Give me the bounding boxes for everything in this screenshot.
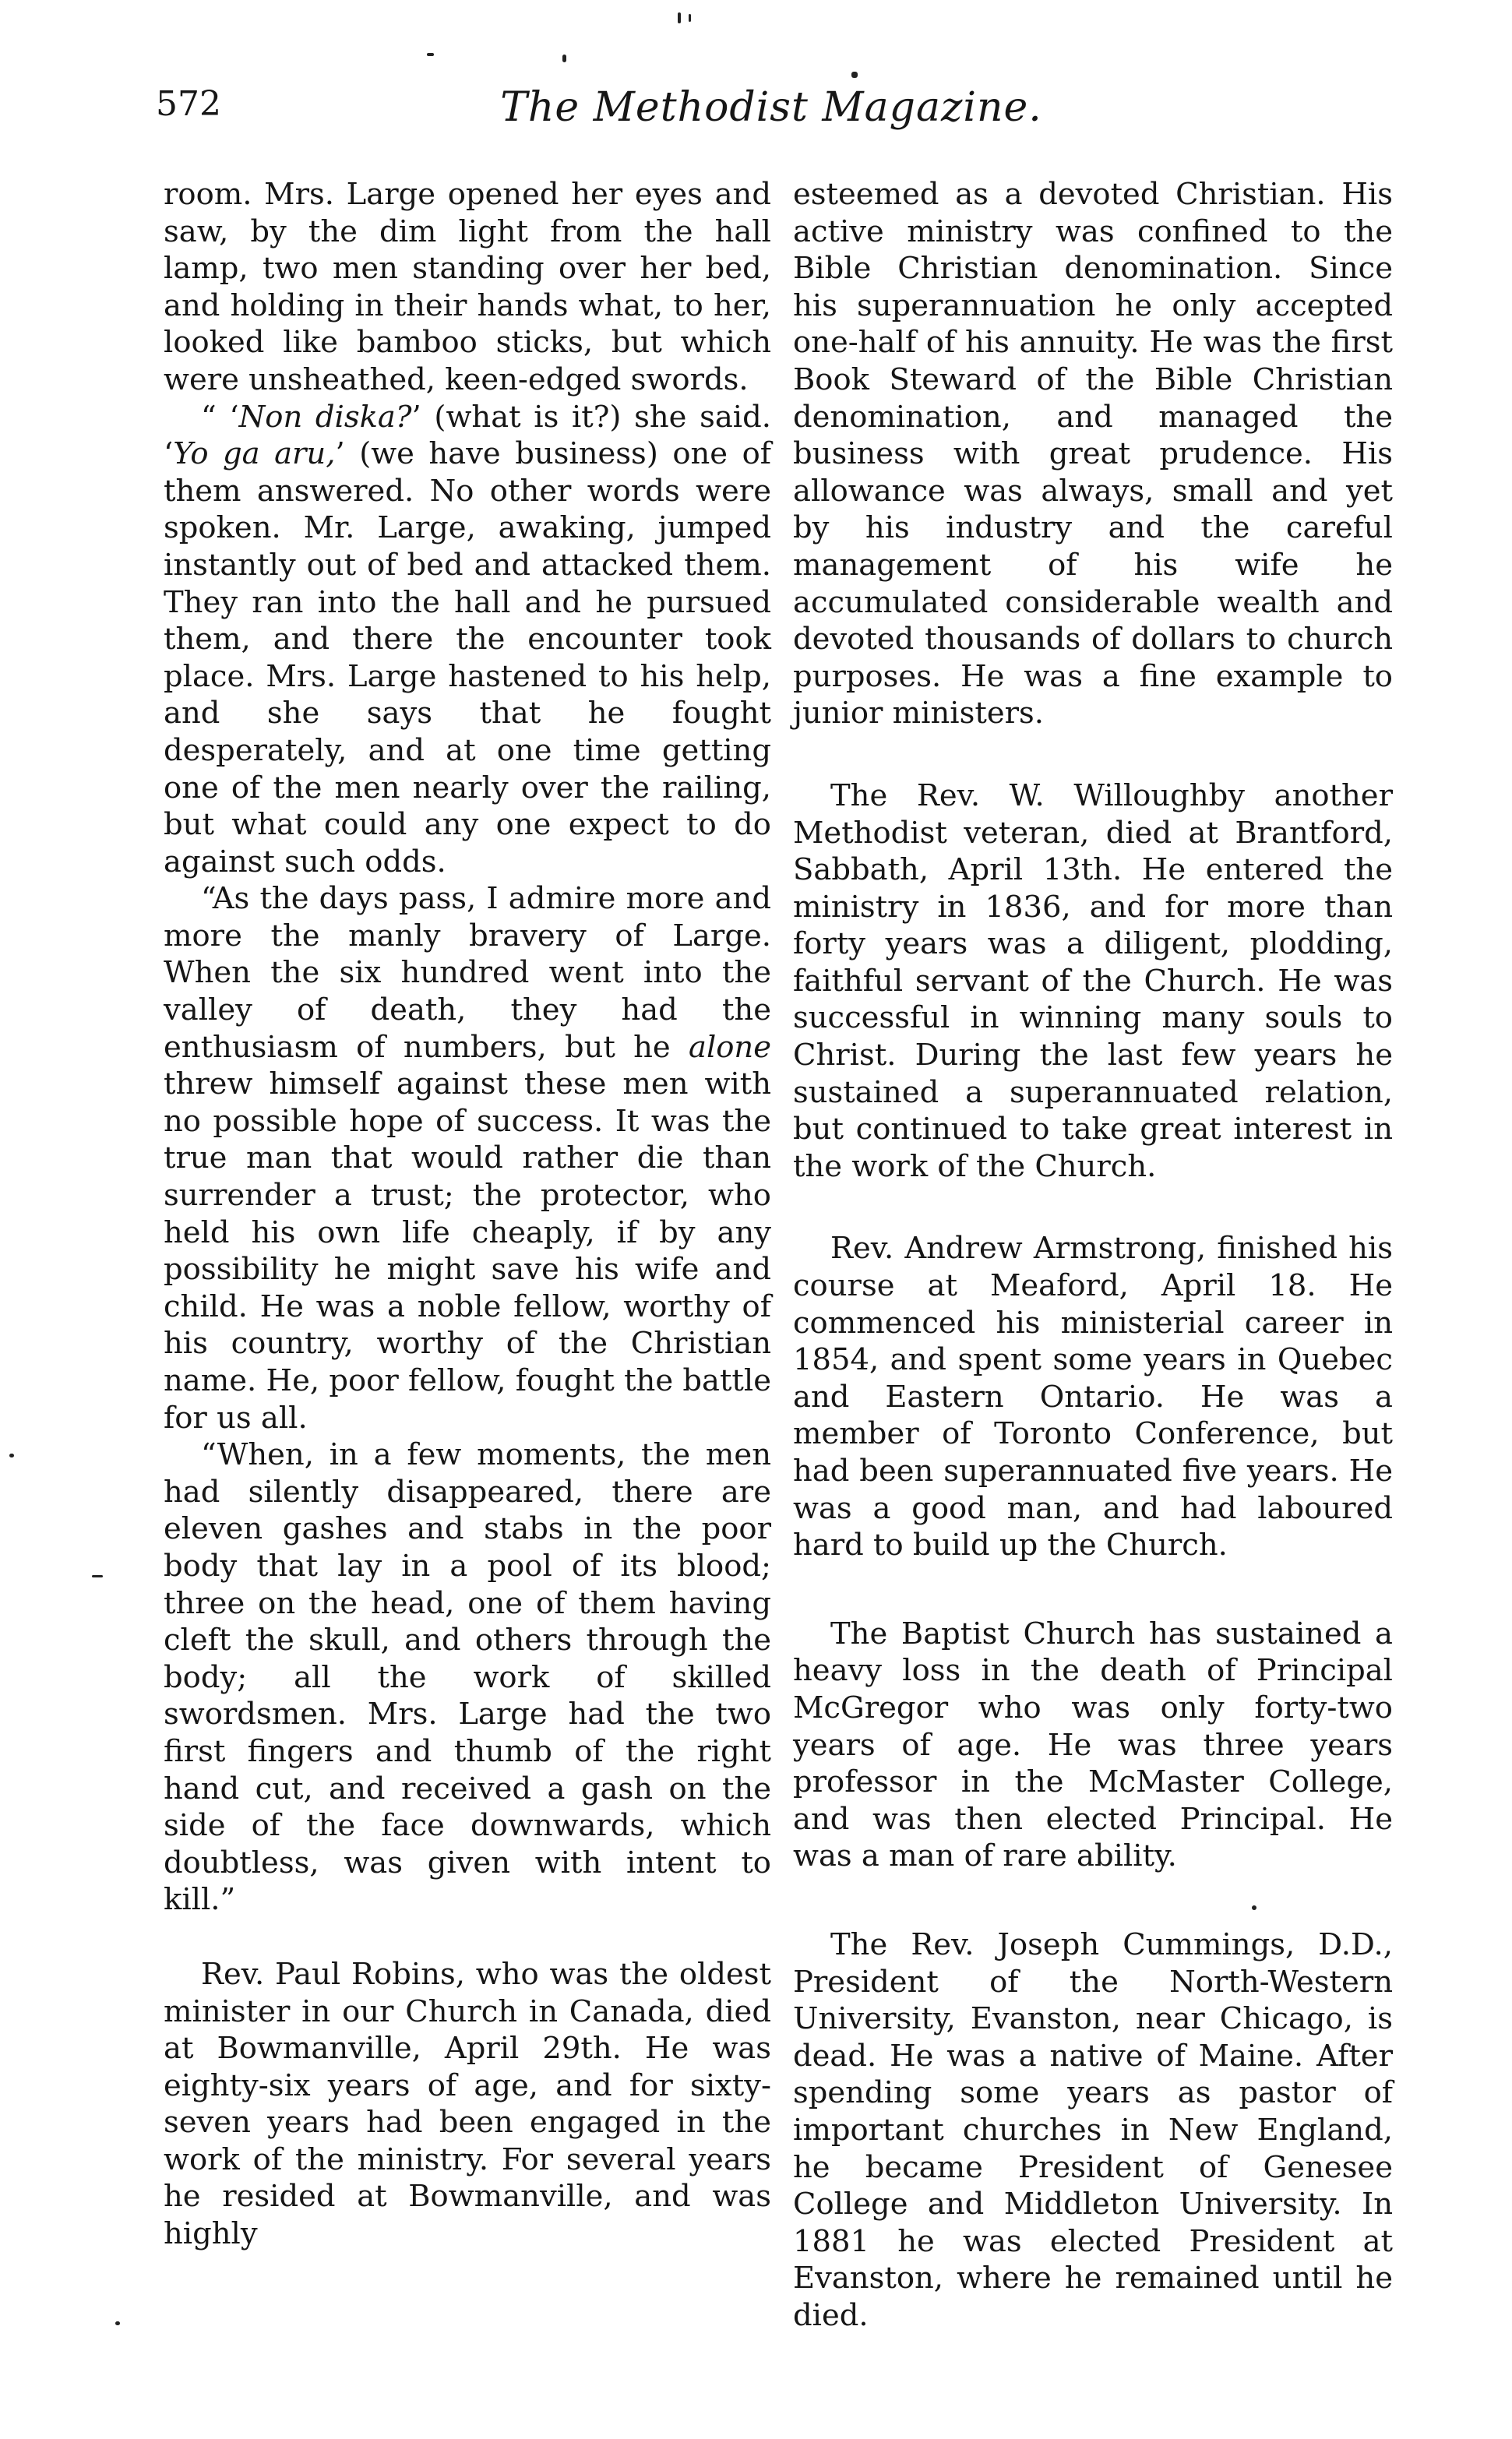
scan-speck (562, 55, 566, 62)
scan-speck (92, 1575, 103, 1577)
scan-speck (9, 1454, 14, 1457)
right-paragraph-4: The Baptist Church has sustained a heavy loss in the death of Principal McGregor who was only forty-two years of age. He was three years professor in the McMaster College, and was then elected Principal. He was a man of rare ability. (793, 1616, 1393, 1874)
right-paragraph-2: The Rev. W. Willoughby another Methodist veteran, died at Brantford, Sabbath, April 13th. He entered the ministry in 1836, and for more than forty years was a diligent, plodding, faithful servant of the Church. He was successful in winning many souls to Christ. During the last few years he sustained a superannuated relation, but continued to take great interest in the work of the Church. (793, 777, 1393, 1184)
page-header (156, 84, 1387, 146)
right-paragraph-1: esteemed as a devoted Christian. His active ministry was confined to the Bible Christian denomination. Since his superannuation he only accepted one-half of his annuity. He was the first Book Steward of the Bible Christian denomination, and managed the business with great prudence. His allowance was always, small and yet by his industry and the careful management of his wife he accumulated considerable wealth and devoted thousands of dollars to church purposes. He was a fine example to junior ministers. (793, 177, 1393, 731)
left-paragraph-5: Rev. Paul Robins, who was the oldest minister in our Church in Canada, died at Bowmanville, April 29th. He was eighty-six years of age, and for sixty-seven years had been engaged in the work of the ministry. For several years he resided at Bowmanville, and was highly (164, 1956, 771, 2252)
scan-speck (678, 12, 681, 23)
left-paragraph-3: “As the days pass, I admire more and more the manly bravery of Large. When the six hundred went into the valley of death, they had the enthusiasm of numbers, but he alone threw himself against these men with no possible hope of success. It was the true man that would rather die than surrender a trust; the protector, who held his own life cheaply, if by any possibility he might save his wife and child. He was a noble fellow, worthy of his country, worthy of the Christian name. He, poor fellow, fought the battle for us all. (164, 881, 772, 1436)
page-number: 572 (156, 84, 221, 124)
left-paragraph-4: “When, in a few moments, the men had silently disappeared, there are eleven gashes and stabs in the poor body that lay in a pool of its blood; three on the head, one of them having cleft the skull, and others through the body; all the work of skilled swordsmen. Mrs. Large had the two first fingers and thumb of the right hand cut, and received a gash on the side of the face downwards, which doubtless, was given with intent to kill.” (164, 1437, 771, 1918)
running-title: The Methodist Magazine. (500, 84, 1042, 131)
left-column (164, 176, 771, 2253)
scan-speck (115, 2321, 120, 2325)
scan-speck (689, 14, 691, 22)
left-paragraph-2: “ ‘Non diska?’ (what is it?) she said. ‘Yo ga aru,’ (we have business) one of them answered. No other words were spoken. Mr. Large, awaking, jumped instantly out of bed and attacked them. They ran into the hall and he pursued them, and there the encounter took place. Mrs. Large hastened to his help, and she says that he fought desperately, and at one time getting one of the men nearly over the railing, but what could any one expect to do against such odds. (164, 399, 771, 879)
scan-speck (851, 72, 858, 78)
right-paragraph-5: The Rev. Joseph Cummings, D.D., President of the North-Western University, Evanston, near Chicago, is dead. He was a native of Maine. After spending some years as pastor of important churches in New England, he became President of Genesee College and Middleton University. In 1881 he was elected President at Evanston, where he remained until he died. (793, 1926, 1393, 2333)
scan-speck (427, 53, 434, 56)
right-column (793, 176, 1393, 2334)
left-paragraph-1: room. Mrs. Large opened her eyes and saw, by the dim light from the hall lamp, two men standing over her bed, and holding in their hands what, to her, looked like bamboo sticks, but which were unsheathed, keen-edged swords. (164, 177, 771, 397)
right-paragraph-3: Rev. Andrew Armstrong, finished his course at Meaford, April 18. He commenced his ministerial career in 1854, and spent some years in Quebec and Eastern Ontario. He was a member of Toronto Conference, but had been superannuated five years. He was a good man, and had laboured hard to build up the Church. (793, 1231, 1393, 1563)
